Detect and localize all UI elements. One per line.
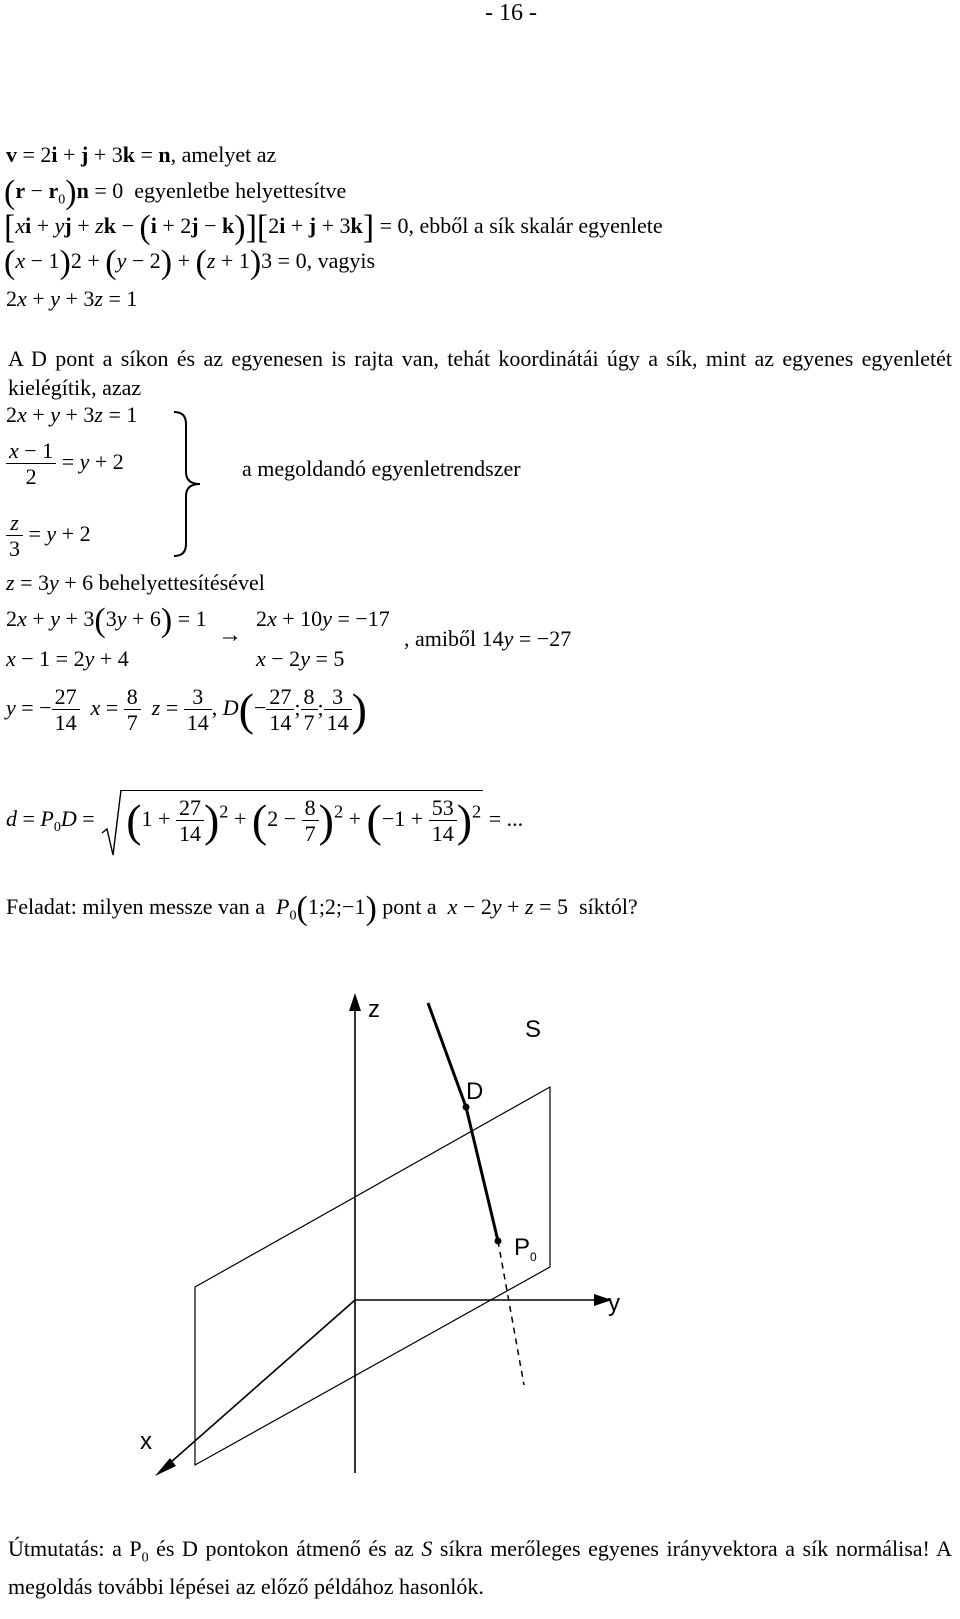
hint-part-3: síkra merőleges egyenes irányvektora a sík [439, 1536, 829, 1561]
system-eq2: $\frac{x - 1}{2}$ = y + 2 [6, 438, 124, 490]
exercise-line: Feladat: milyen messze van a $P_0(1;2;-1)$ pont a x − 2y + z = 5 síktól? [6, 890, 638, 927]
result-y: , amiből 14y = −27 [404, 626, 572, 651]
system-b-eq1: 2x + 10y = −17 [256, 606, 390, 631]
exercise-mid: pont a [382, 894, 437, 920]
system-b-eq2: x − 2y = 5 [256, 646, 345, 671]
line4-text: , vagyis [306, 248, 376, 274]
label-z: z [368, 996, 380, 1023]
equation-scalar: (x − 1)2 + (y − 2) + (z + 1)3 = 0, vagyis [4, 244, 376, 281]
solution-values: y = − $\frac{27}{14}$ x = $\frac{8}{7}$ z = $\frac{3}{14}$ , D(− $\frac{27}{14}$ ; $\frac{8}{7}$ ; $\frac{3}{14}$ ) [6, 683, 367, 736]
label-s: S [525, 1016, 542, 1043]
label-x: x [140, 1428, 152, 1455]
line2-text: egyenletbe helyettesítve [134, 178, 347, 204]
equation-substituted: [xi + yj + zk − (i + 2j − k)][2i + j + 3k] = 0, ebből a sík skalár egyenlete [4, 209, 663, 246]
equation-plane-vector: $(r - r_0)n = 0$ egyenletbe helyettesítve [4, 174, 347, 211]
implies-arrow: → [218, 622, 242, 648]
line3-text: , ebből a sík skalár egyenlete [408, 213, 663, 239]
substitution-line: z = 3y + 6 behelyettesítésével [6, 570, 265, 595]
label-p0-main: P [514, 1234, 531, 1261]
system-eq3: $\frac{z}{3}$ = y + 2 [6, 510, 91, 562]
page-number: - 16 - [485, 0, 537, 26]
hint-part-4: normálisa! A megoldás további lépései az előző példához hasonlók. [8, 1536, 953, 1600]
x-axis-overlay [162, 1300, 355, 1470]
system-eq1: 2x + y + 3z = 1 [6, 402, 138, 427]
system-label: a megoldandó egyenletrendszer [242, 456, 521, 481]
system-a-eq2: x − 1 = 2y + 4 [6, 646, 129, 671]
label-d: D [466, 1078, 484, 1105]
equation-v: v = 2i + j + 3k = n, amelyet az [6, 142, 277, 167]
paragraph-point-d: A D pont a síkon és az egyenesen is rajta van, tehát koordinátái úgy a sík, mint az egyenes egyenletét kielégítik, azaz [8, 346, 952, 400]
hint-part-1: Útmutatás: a P [8, 1536, 142, 1561]
distance-formula: $d = P_0D$ = (1 + $\frac{27}{14}$ )$^2$ + (2 − $\frac{8}{7}$ )$^2$ + (−1 + $\frac{53}{14}$ )$^2$ = ... [6, 790, 523, 847]
exercise-suffix: síktól? [579, 894, 638, 920]
exercise-prefix: Feladat: milyen messze van a [6, 894, 266, 920]
label-y: y [608, 1290, 620, 1317]
line1-text: , amelyet az [170, 142, 277, 167]
hint-part-2: és D pontokon átmenő és az [156, 1536, 414, 1561]
hint-paragraph: Útmutatás: a $P_0$ és D pontokon átmenő és az S síkra merőleges egyenes irányvektora a sík normálisa! A megoldás további lépései az előző példához hasonlók. [8, 1536, 953, 1600]
substitution-text: behelyettesítésével [98, 570, 265, 595]
amibol-text: , amiből [404, 626, 477, 651]
equation-plane: 2x + y + 3z = 1 [6, 286, 138, 311]
label-p0 [514, 1234, 537, 1264]
label-p0-sub: 0 [530, 1249, 537, 1264]
system-a-eq1: 2x + y + 3(3y + 6) = 1 [6, 602, 207, 639]
